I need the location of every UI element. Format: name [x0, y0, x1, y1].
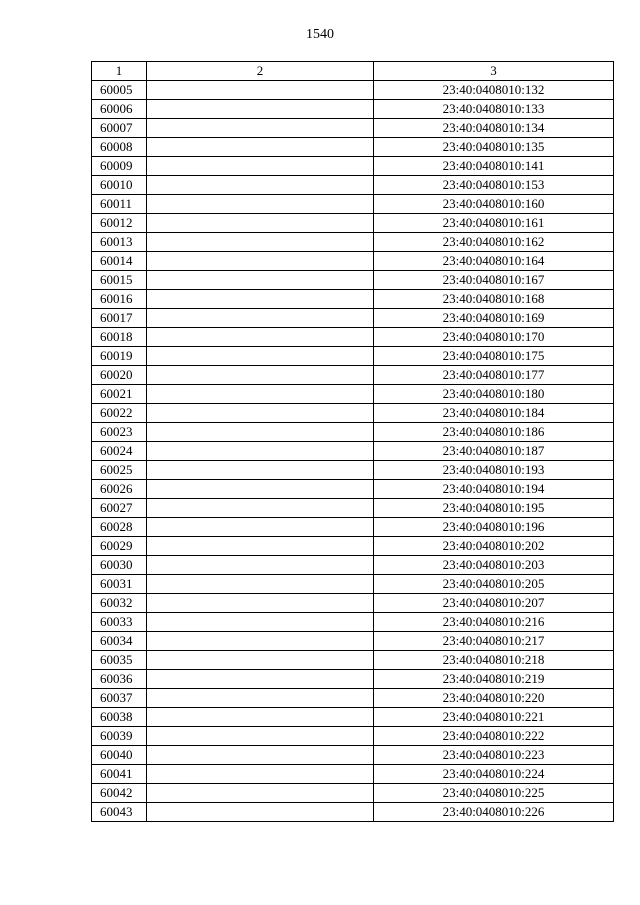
table-header	[92, 62, 614, 81]
cadastral-number-cell: 23:40:0408010:224	[374, 765, 614, 784]
table-row	[92, 575, 614, 594]
row-number-cell: 60019	[92, 347, 147, 366]
cadastral-number-cell: 23:40:0408010:132	[374, 81, 614, 100]
row-empty-cell	[147, 575, 374, 594]
cadastral-number-cell: 23:40:0408010:133	[374, 100, 614, 119]
table-row	[92, 252, 614, 271]
row-empty-cell	[147, 480, 374, 499]
row-number-cell: 60031	[92, 575, 147, 594]
table-row	[92, 556, 614, 575]
row-number-cell: 60030	[92, 556, 147, 575]
column-header-2: 2	[147, 62, 374, 81]
row-number-cell: 60016	[92, 290, 147, 309]
row-number-cell: 60025	[92, 461, 147, 480]
row-empty-cell	[147, 214, 374, 233]
row-empty-cell	[147, 765, 374, 784]
row-empty-cell	[147, 632, 374, 651]
table-row	[92, 708, 614, 727]
cadastral-number-cell: 23:40:0408010:135	[374, 138, 614, 157]
row-number-cell: 60018	[92, 328, 147, 347]
row-empty-cell	[147, 195, 374, 214]
row-empty-cell	[147, 81, 374, 100]
row-number-cell: 60028	[92, 518, 147, 537]
cadastral-number-cell: 23:40:0408010:160	[374, 195, 614, 214]
page-number: 1540	[306, 27, 334, 42]
cadastral-number-cell: 23:40:0408010:195	[374, 499, 614, 518]
cadastral-number-cell: 23:40:0408010:196	[374, 518, 614, 537]
row-empty-cell	[147, 271, 374, 290]
cadastral-number-cell: 23:40:0408010:202	[374, 537, 614, 556]
table-row	[92, 309, 614, 328]
row-empty-cell	[147, 309, 374, 328]
row-number-cell: 60015	[92, 271, 147, 290]
table-row	[92, 442, 614, 461]
table-row	[92, 195, 614, 214]
row-number-cell: 60037	[92, 689, 147, 708]
cadastral-number-cell: 23:40:0408010:168	[374, 290, 614, 309]
cadastral-number-cell: 23:40:0408010:217	[374, 632, 614, 651]
cadastral-number-cell: 23:40:0408010:203	[374, 556, 614, 575]
cadastral-number-cell: 23:40:0408010:218	[374, 651, 614, 670]
table-body	[92, 81, 614, 822]
table-row	[92, 290, 614, 309]
row-number-cell: 60023	[92, 423, 147, 442]
row-number-cell: 60011	[92, 195, 147, 214]
row-empty-cell	[147, 746, 374, 765]
table-row	[92, 119, 614, 138]
cadastral-number-cell: 23:40:0408010:205	[374, 575, 614, 594]
row-number-cell: 60022	[92, 404, 147, 423]
row-number-cell: 60017	[92, 309, 147, 328]
table-row	[92, 499, 614, 518]
table-row	[92, 157, 614, 176]
row-empty-cell	[147, 727, 374, 746]
row-number-cell: 60012	[92, 214, 147, 233]
row-number-cell: 60006	[92, 100, 147, 119]
row-number-cell: 60040	[92, 746, 147, 765]
table-row	[92, 404, 614, 423]
cadastral-number-cell: 23:40:0408010:180	[374, 385, 614, 404]
registry-table	[91, 61, 614, 822]
row-empty-cell	[147, 385, 374, 404]
cadastral-number-cell: 23:40:0408010:219	[374, 670, 614, 689]
cadastral-number-cell: 23:40:0408010:169	[374, 309, 614, 328]
row-empty-cell	[147, 442, 374, 461]
row-number-cell: 60038	[92, 708, 147, 727]
row-empty-cell	[147, 100, 374, 119]
row-empty-cell	[147, 670, 374, 689]
cadastral-number-cell: 23:40:0408010:153	[374, 176, 614, 195]
table-row	[92, 271, 614, 290]
row-number-cell: 60033	[92, 613, 147, 632]
row-empty-cell	[147, 366, 374, 385]
row-number-cell: 60043	[92, 803, 147, 822]
cadastral-number-cell: 23:40:0408010:193	[374, 461, 614, 480]
table-row	[92, 480, 614, 499]
table-row	[92, 632, 614, 651]
table-row	[92, 138, 614, 157]
row-empty-cell	[147, 537, 374, 556]
row-empty-cell	[147, 290, 374, 309]
cadastral-number-cell: 23:40:0408010:167	[374, 271, 614, 290]
row-empty-cell	[147, 119, 374, 138]
row-number-cell: 60026	[92, 480, 147, 499]
cadastral-number-cell: 23:40:0408010:187	[374, 442, 614, 461]
table-row	[92, 613, 614, 632]
table-row	[92, 461, 614, 480]
table-row	[92, 366, 614, 385]
row-empty-cell	[147, 651, 374, 670]
row-number-cell: 60021	[92, 385, 147, 404]
row-number-cell: 60008	[92, 138, 147, 157]
row-empty-cell	[147, 784, 374, 803]
row-empty-cell	[147, 518, 374, 537]
table-row	[92, 233, 614, 252]
row-empty-cell	[147, 138, 374, 157]
cadastral-number-cell: 23:40:0408010:177	[374, 366, 614, 385]
row-number-cell: 60034	[92, 632, 147, 651]
column-header-1: 1	[92, 62, 147, 81]
row-empty-cell	[147, 176, 374, 195]
table-row	[92, 423, 614, 442]
cadastral-number-cell: 23:40:0408010:186	[374, 423, 614, 442]
row-empty-cell	[147, 689, 374, 708]
header-row	[92, 62, 614, 81]
cadastral-number-cell: 23:40:0408010:164	[374, 252, 614, 271]
table-row	[92, 537, 614, 556]
row-empty-cell	[147, 423, 374, 442]
row-empty-cell	[147, 499, 374, 518]
row-number-cell: 60036	[92, 670, 147, 689]
table-row	[92, 176, 614, 195]
row-number-cell: 60020	[92, 366, 147, 385]
row-empty-cell	[147, 157, 374, 176]
row-number-cell: 60007	[92, 119, 147, 138]
row-number-cell: 60009	[92, 157, 147, 176]
column-header-3: 3	[374, 62, 614, 81]
table-row	[92, 328, 614, 347]
table-row	[92, 81, 614, 100]
row-number-cell: 60042	[92, 784, 147, 803]
cadastral-number-cell: 23:40:0408010:216	[374, 613, 614, 632]
row-number-cell: 60027	[92, 499, 147, 518]
cadastral-number-cell: 23:40:0408010:161	[374, 214, 614, 233]
row-number-cell: 60013	[92, 233, 147, 252]
row-empty-cell	[147, 404, 374, 423]
row-number-cell: 60035	[92, 651, 147, 670]
table-row	[92, 214, 614, 233]
table-row	[92, 347, 614, 366]
table-row	[92, 746, 614, 765]
table-row	[92, 803, 614, 822]
row-empty-cell	[147, 252, 374, 271]
cadastral-number-cell: 23:40:0408010:226	[374, 803, 614, 822]
row-number-cell: 60032	[92, 594, 147, 613]
table-row	[92, 594, 614, 613]
table-row	[92, 670, 614, 689]
row-empty-cell	[147, 708, 374, 727]
row-empty-cell	[147, 461, 374, 480]
cadastral-number-cell: 23:40:0408010:170	[374, 328, 614, 347]
cadastral-number-cell: 23:40:0408010:220	[374, 689, 614, 708]
table-row	[92, 765, 614, 784]
cadastral-number-cell: 23:40:0408010:184	[374, 404, 614, 423]
cadastral-number-cell: 23:40:0408010:141	[374, 157, 614, 176]
table-row	[92, 689, 614, 708]
row-empty-cell	[147, 594, 374, 613]
row-number-cell: 60024	[92, 442, 147, 461]
row-empty-cell	[147, 328, 374, 347]
row-empty-cell	[147, 803, 374, 822]
table-row	[92, 727, 614, 746]
row-number-cell: 60014	[92, 252, 147, 271]
row-number-cell: 60010	[92, 176, 147, 195]
row-empty-cell	[147, 347, 374, 366]
table-row	[92, 651, 614, 670]
row-number-cell: 60041	[92, 765, 147, 784]
row-empty-cell	[147, 613, 374, 632]
cadastral-number-cell: 23:40:0408010:134	[374, 119, 614, 138]
row-empty-cell	[147, 556, 374, 575]
cadastral-number-cell: 23:40:0408010:162	[374, 233, 614, 252]
cadastral-number-cell: 23:40:0408010:221	[374, 708, 614, 727]
table-row	[92, 518, 614, 537]
cadastral-number-cell: 23:40:0408010:223	[374, 746, 614, 765]
row-number-cell: 60039	[92, 727, 147, 746]
table-row	[92, 100, 614, 119]
cadastral-number-cell: 23:40:0408010:207	[374, 594, 614, 613]
cadastral-number-cell: 23:40:0408010:194	[374, 480, 614, 499]
table-row	[92, 784, 614, 803]
row-empty-cell	[147, 233, 374, 252]
cadastral-number-cell: 23:40:0408010:175	[374, 347, 614, 366]
table-row	[92, 385, 614, 404]
cadastral-number-cell: 23:40:0408010:222	[374, 727, 614, 746]
row-number-cell: 60005	[92, 81, 147, 100]
row-number-cell: 60029	[92, 537, 147, 556]
cadastral-number-cell: 23:40:0408010:225	[374, 784, 614, 803]
